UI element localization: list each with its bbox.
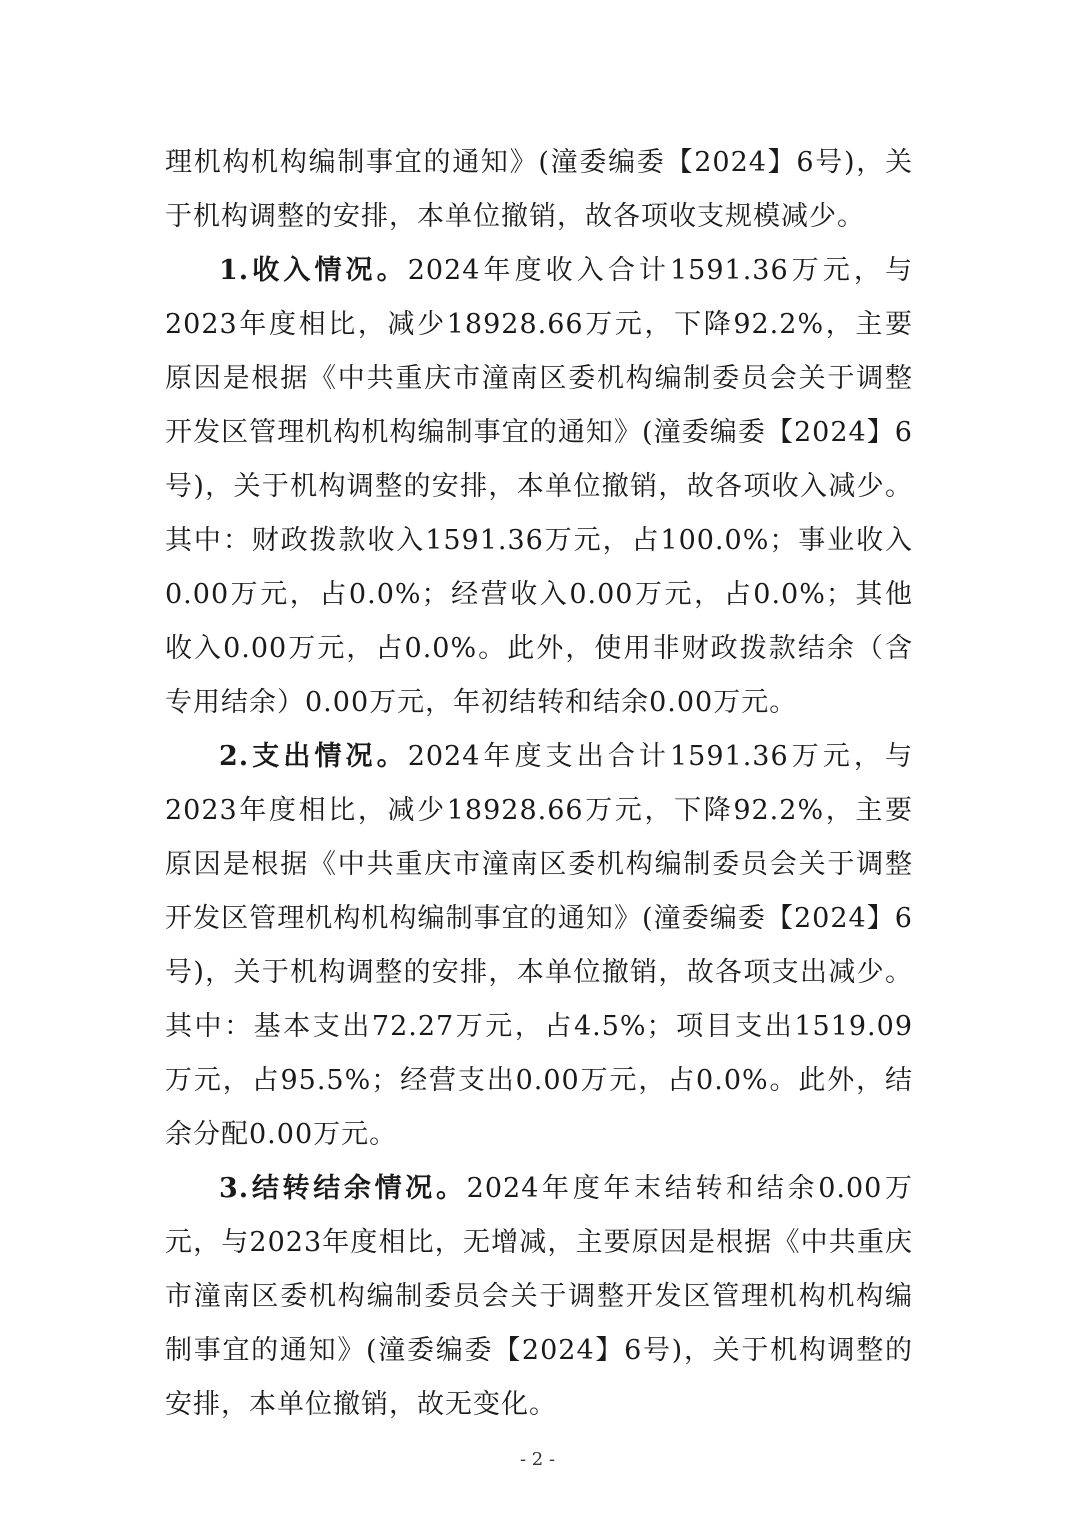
- paragraph-text: 2024年度收入合计1591.36万元，与2023年度相比，减少18928.66万元，下降92.2%，主要原因是根据《中共重庆市潼南区委机构编制委员会关于调整开发区管理机构机构编制事宜的通知》(潼委编委【2024】6号)，关于机构调整的安排，本单位撤销，故各项收入减少。其中：财政拨款收入1591.36万元，占100.0%；事业收入0.00万元，占0.0%；经营收入0.00万元，占0.0%；其他收入0.00万元，占0.0%。此外，使用非财政拨款结余（含专用结余）0.00万元，年初结转和结余0.00万元。: [165, 255, 913, 718]
- paragraph-income: [165, 244, 913, 730]
- section-heading-balance: 3.结转结余情况。: [219, 1173, 467, 1204]
- paragraph-text: 2024年度年末结转和结余0.00万元，与2023年度相比，无增减，主要原因是根据《中共重庆市潼南区委机构编制委员会关于调整开发区管理机构机构编制事宜的通知》(潼委编委【2024】6号)，关于机构调整的安排，本单位撤销，故无变化。: [165, 1173, 913, 1420]
- paragraph-continuation: [165, 136, 913, 244]
- document-body: [165, 136, 913, 1432]
- paragraph-expenditure: [165, 730, 913, 1162]
- paragraph-balance: [165, 1162, 913, 1432]
- paragraph-text: 2024年度支出合计1591.36万元，与2023年度相比，减少18928.66万元，下降92.2%，主要原因是根据《中共重庆市潼南区委机构编制委员会关于调整开发区管理机构机构编制事宜的通知》(潼委编委【2024】6号)，关于机构调整的安排，本单位撤销，故各项支出减少。其中：基本支出72.27万元，占4.5%；项目支出1519.09万元，占95.5%；经营支出0.00万元，占0.0%。此外，结余分配0.00万元。: [165, 741, 913, 1150]
- page-number: - 2 -: [519, 1449, 556, 1470]
- paragraph-text: 理机构机构编制事宜的通知》(潼委编委【2024】6号)，关于机构调整的安排，本单位撤销，故各项收支规模减少。: [165, 147, 913, 232]
- section-heading-expenditure: 2.支出情况。: [219, 741, 408, 772]
- section-heading-income: 1.收入情况。: [219, 255, 408, 286]
